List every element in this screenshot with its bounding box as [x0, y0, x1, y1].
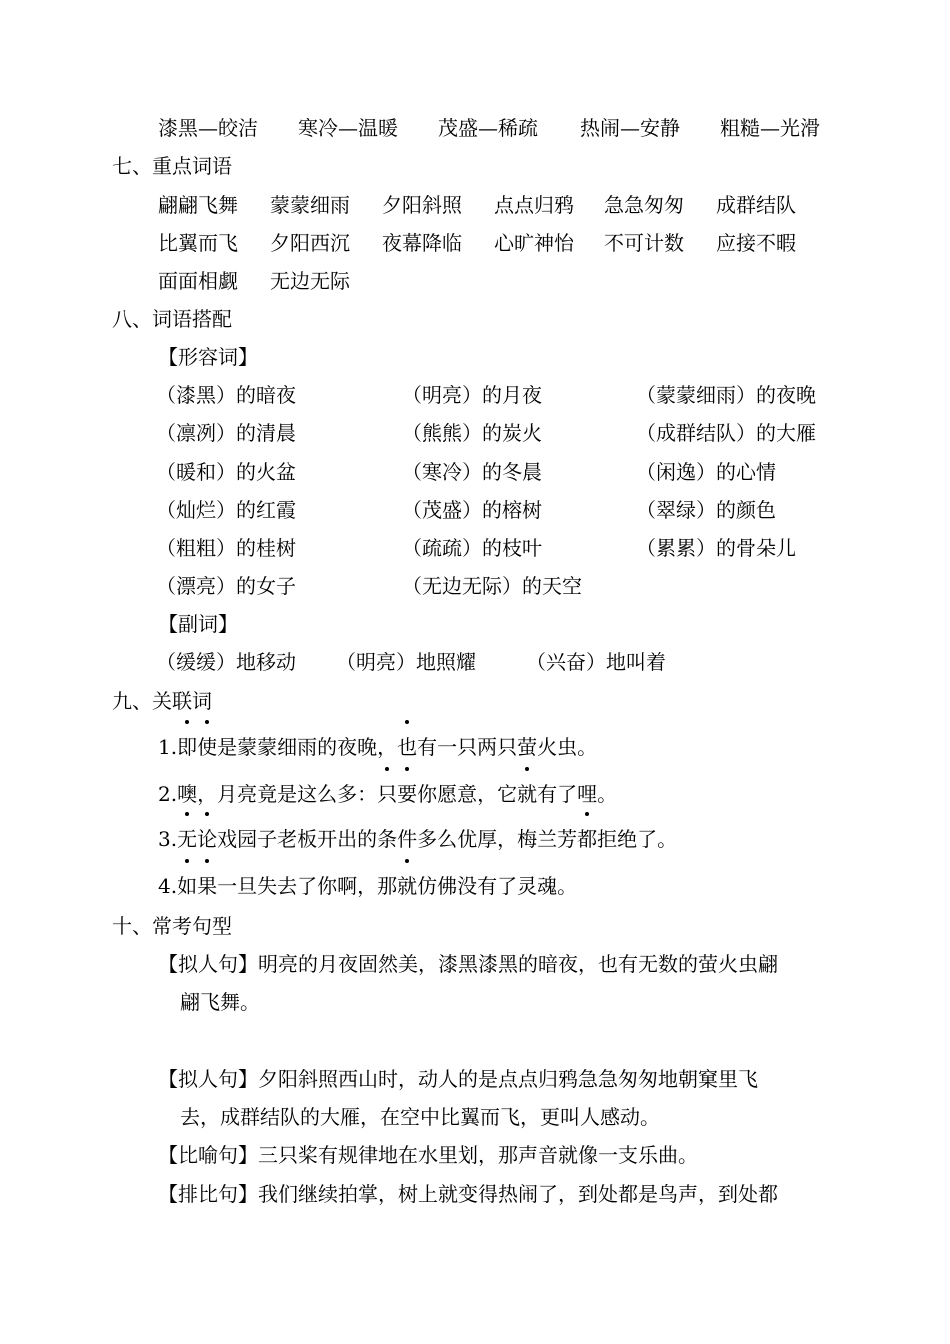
key-word: 无边无际 [270, 269, 350, 293]
sentence-pattern [158, 1065, 758, 1093]
sentence-pattern [158, 1141, 698, 1169]
sentence-number: 4. [158, 874, 178, 898]
collocation: （茂盛）的榕树 [402, 498, 542, 522]
pattern-text-continued: 翩飞舞。 [180, 990, 260, 1014]
collocation: （明亮）的月夜 [402, 383, 542, 407]
section-7-heading: 七、重点词语 [112, 154, 232, 178]
sentence-text: 有一只两只萤火虫。 [417, 735, 598, 759]
conjunction-sentence [158, 872, 577, 900]
pattern-text: 夕阳斜照西山时，动人的是点点归鸦急急匆匆地朝窠里飞 [258, 1067, 758, 1091]
adjective-label: 【形容词】 [158, 345, 258, 369]
sentence-text: 噢，月亮竟是这么多： [177, 782, 378, 806]
emphasized-word: 如果 [177, 872, 217, 900]
collocation: （暖和）的火盆 [156, 460, 296, 484]
emphasized-word: 就 [397, 872, 417, 900]
collocation: （闲逸）的心情 [636, 460, 776, 484]
pattern-tag: 【拟人句】 [158, 1067, 258, 1091]
collocation: （无边无际）的天空 [402, 574, 582, 598]
key-word: 应接不暇 [716, 231, 796, 255]
collocation: （蒙蒙细雨）的夜晚 [636, 383, 816, 407]
key-word: 心旷神怡 [494, 231, 574, 255]
collocation: （累累）的骨朵儿 [636, 536, 796, 560]
sentence-number: 2. [158, 782, 178, 806]
key-word: 蒙蒙细雨 [270, 193, 350, 217]
key-word: 面面相觑 [158, 269, 238, 293]
collocation: （翠绿）的颜色 [636, 498, 776, 522]
pattern-tag: 【比喻句】 [158, 1143, 258, 1167]
key-word: 急急匆匆 [604, 193, 684, 217]
emphasized-word: 就 [517, 780, 537, 808]
sentence-number: 1. [158, 735, 178, 759]
key-word: 夜幕降临 [382, 231, 462, 255]
sentence-text: 拒绝了。 [597, 827, 678, 851]
antonym-pair: 热闹—安静 [580, 116, 680, 140]
section-8-heading: 八、词语搭配 [112, 307, 232, 331]
sentence-text: 一旦失去了你啊，那 [217, 874, 398, 898]
collocation: （粗粗）的桂树 [156, 536, 296, 560]
key-word: 翩翩飞舞 [158, 193, 238, 217]
pattern-text-continued: 去，成群结队的大雁，在空中比翼而飞，更叫人感动。 [180, 1105, 660, 1129]
key-word: 点点归鸦 [494, 193, 574, 217]
antonym-pair: 漆黑—皎洁 [158, 116, 258, 140]
emphasized-word: 即使 [177, 733, 217, 761]
sentence-number: 3. [158, 827, 178, 851]
pattern-text: 我们继续拍掌，树上就变得热闹了，到处都是鸟声，到处都 [258, 1182, 778, 1206]
sentence-pattern [158, 950, 778, 978]
collocation: （灿烂）的红霞 [156, 498, 296, 522]
collocation: （漂亮）的女子 [156, 574, 296, 598]
sentence-text: 仿佛没有了灵魂。 [417, 874, 578, 898]
collocation: （成群结队）的大雁 [636, 421, 816, 445]
antonym-pair: 粗糙—光滑 [720, 116, 820, 140]
antonym-pair: 茂盛—稀疏 [438, 116, 538, 140]
pattern-text: 三只桨有规律地在水里划，那声音就像一支乐曲。 [258, 1143, 698, 1167]
adverb-collocation: （兴奋）地叫着 [526, 650, 666, 674]
pattern-tag: 【拟人句】 [158, 952, 258, 976]
conjunction-sentence [158, 733, 597, 761]
collocation: （寒冷）的冬晨 [402, 460, 542, 484]
key-word: 夕阳斜照 [382, 193, 462, 217]
sentence-pattern [158, 1180, 778, 1208]
adverb-label: 【副词】 [158, 612, 238, 636]
collocation: （凛冽）的清晨 [156, 421, 296, 445]
adverb-collocation: （缓缓）地移动 [156, 650, 296, 674]
conjunction-sentence [158, 780, 617, 808]
conjunction-sentence [158, 825, 677, 853]
key-word: 比翼而飞 [158, 231, 238, 255]
key-word: 不可计数 [604, 231, 684, 255]
collocation: （熊熊）的炭火 [402, 421, 542, 445]
key-word: 夕阳西沉 [270, 231, 350, 255]
sentence-text: 戏园子老板开出的条件多么优厚，梅兰芳 [217, 827, 578, 851]
pattern-tag: 【排比句】 [158, 1182, 258, 1206]
pattern-text: 明亮的月夜固然美，漆黑漆黑的暗夜，也有无数的萤火虫翩 [258, 952, 778, 976]
emphasized-word: 都 [577, 825, 597, 853]
collocation: （疏疏）的枝叶 [402, 536, 542, 560]
emphasized-word: 也 [397, 733, 417, 761]
sentence-text: 是蒙蒙细雨的夜晚， [217, 735, 398, 759]
section-9-heading: 九、关联词 [112, 689, 212, 713]
sentence-text: 有了哩。 [537, 782, 618, 806]
collocation: （漆黑）的暗夜 [156, 383, 296, 407]
emphasized-word: 无论 [177, 825, 217, 853]
antonym-pair: 寒冷—温暖 [298, 116, 398, 140]
emphasized-word: 只要 [377, 780, 417, 808]
section-10-heading: 十、常考句型 [112, 914, 232, 938]
key-word: 成群结队 [716, 193, 796, 217]
adverb-collocation: （明亮）地照耀 [336, 650, 476, 674]
sentence-text: 你愿意，它 [417, 782, 518, 806]
